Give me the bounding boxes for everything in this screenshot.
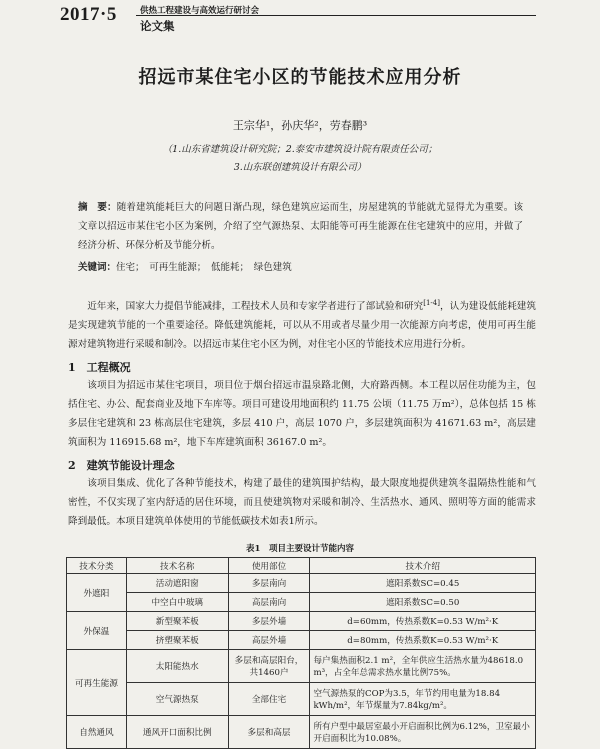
intro-paragraph: [68, 294, 536, 354]
keywords-label: 关键词：: [78, 262, 117, 273]
table-row: [67, 593, 536, 612]
intro-text-1: 近年来，国家大力提倡节能减排，工程技术人员和专家学者进行了部试验和研究: [87, 301, 424, 313]
table-cell: d=60mm，传热系数K=0.53 W/m²·K: [310, 612, 536, 631]
keywords-text: 住宅； 可再生能源； 低能耗； 绿色建筑: [116, 262, 292, 273]
section-1-text: 该项目为招远市某住宅项目，项目位于烟台招远市温泉路北侧，大府路西侧。本工程以居住功能为主，包括住宅、办公、配套商业及地下车库等。项目可建设用地面积约 11.75 公顷（11.75 万m²），总体包括 15 栋多层住宅建筑和 23 栋高层住宅建筑，多层 410 户，高层 1070 户，多层建筑面积为 41671.63 m²，高层建筑面积为 116915.68 m²，地下车库建筑面积 36167.0 m²。: [68, 380, 536, 448]
table-cell: 空气源热泵的COP为3.5，年节约用电量为18.84 kWh/m²，年节煤量为7.84kg/m²。: [310, 683, 536, 716]
section-2-text: 该项目集成、优化了各种节能技术，构建了最佳的建筑围护结构，最大限度地提供建筑冬温隔热性能和气密性，不仅实现了室内舒适的居住环境，而且使建筑物对采暖和制冷、生活热水、通风、照明等方面的能需求降到最低。本项目建筑单体使用的节能低碳技术如表1所示。: [68, 478, 536, 527]
table-cell: 高层外墙: [228, 631, 310, 650]
table-header-cell: 技术介绍: [310, 558, 536, 574]
keywords: [78, 259, 523, 273]
section-2-heading: 2 建筑节能设计理念: [68, 459, 175, 472]
table-cell: 太阳能热水: [126, 650, 228, 683]
table-cell: d=80mm，传热系数K=0.53 W/m²·K: [310, 631, 536, 650]
table-group-cell: 可再生能源: [67, 650, 127, 716]
table-cell: 通风开口面积比例: [126, 716, 228, 749]
paper-title: 招远市某住宅小区的节能技术应用分析: [138, 67, 462, 88]
table-cell: 高层南向: [228, 593, 310, 612]
table-cell: 新型聚苯板: [126, 612, 228, 631]
header-year: 2017·5: [60, 4, 117, 25]
table-row: [67, 650, 536, 683]
table-header-cell: 使用部位: [228, 558, 310, 574]
table-group-cell: 自然通风: [67, 716, 127, 749]
table-caption: 表1 项目主要设计节能内容: [246, 544, 354, 554]
table-cell: 多层南向: [228, 574, 310, 593]
section-1-heading: 1 工程概况: [68, 361, 131, 374]
table-group-cell: 外遮阳: [67, 574, 127, 612]
header-rule: [136, 15, 536, 16]
table-cell: 遮阳系数SC=0.45: [310, 574, 536, 593]
table-header-cell: 技术名称: [126, 558, 228, 574]
intro-text-2: ，认为建设低能耗建筑是实现建筑节能的一个重要途径。降低建筑能耗，可以从不用或者尽量少用一次能源方向考虑，使用可再生能源对建筑物进行采暖和制冷。以招远市某住宅小区为例，对住宅小区的节能技术应用进行分析。: [68, 301, 537, 351]
affiliation-line-2: 3.山东联创建筑设计有限公司）: [233, 162, 367, 173]
table-group-cell: 外保温: [67, 612, 127, 650]
energy-saving-table: [66, 557, 536, 749]
table-row: [67, 683, 536, 716]
intro-citation: [1-4]: [423, 299, 440, 307]
header-column: 论文集: [140, 19, 175, 33]
affiliation-line-1: （1.山东省建筑设计研究院；2.泰安市建筑设计院有限责任公司；: [162, 144, 438, 155]
table-header-cell: 技术分类: [67, 558, 127, 574]
table-cell: 多层和高层: [228, 716, 310, 749]
table-cell: 空气源热泵: [126, 683, 228, 716]
table-cell: 每户集热面积2.1 m²，全年供应生活热水量为48618.0 m³，占全年总需求热水量比例75%。: [310, 650, 536, 683]
table-cell: 多层和高层阳台，共1460户: [228, 650, 310, 683]
table-row: [67, 612, 536, 631]
abstract-text: 随着建筑能耗巨大的问题日渐凸现，绿色建筑应运而生，房屋建筑的节能就尤显得尤为重要。该文章以招远市某住宅小区为案例，介绍了空气源热泵、太阳能等可再生能源在住宅建筑中的应用，并做了经济分析、环保分析及节能分析。: [78, 202, 523, 251]
table-cell: 活动遮阳窗: [126, 574, 228, 593]
table-row: [67, 574, 536, 593]
table-cell: 中空白中玻璃: [126, 593, 228, 612]
table-header-row: [67, 558, 536, 574]
abstract: [78, 198, 523, 255]
table-row: [67, 716, 536, 749]
table-cell: 多层外墙: [228, 612, 310, 631]
abstract-label: 摘 要：: [78, 202, 117, 213]
authors: 王宗华¹，孙庆华²，劳春鹏³: [232, 119, 368, 132]
table-cell: 所有户型中最居室最小开启面积比例为6.12%，卫室最小开启面积比为10.08%。: [310, 716, 536, 749]
table-cell: 挤塑聚苯板: [126, 631, 228, 650]
table-row: [67, 631, 536, 650]
header-conference: 供热工程建设与高效运行研讨会: [140, 6, 260, 16]
table-cell: 遮阳系数SC=0.50: [310, 593, 536, 612]
table-cell: 全部住宅: [228, 683, 310, 716]
